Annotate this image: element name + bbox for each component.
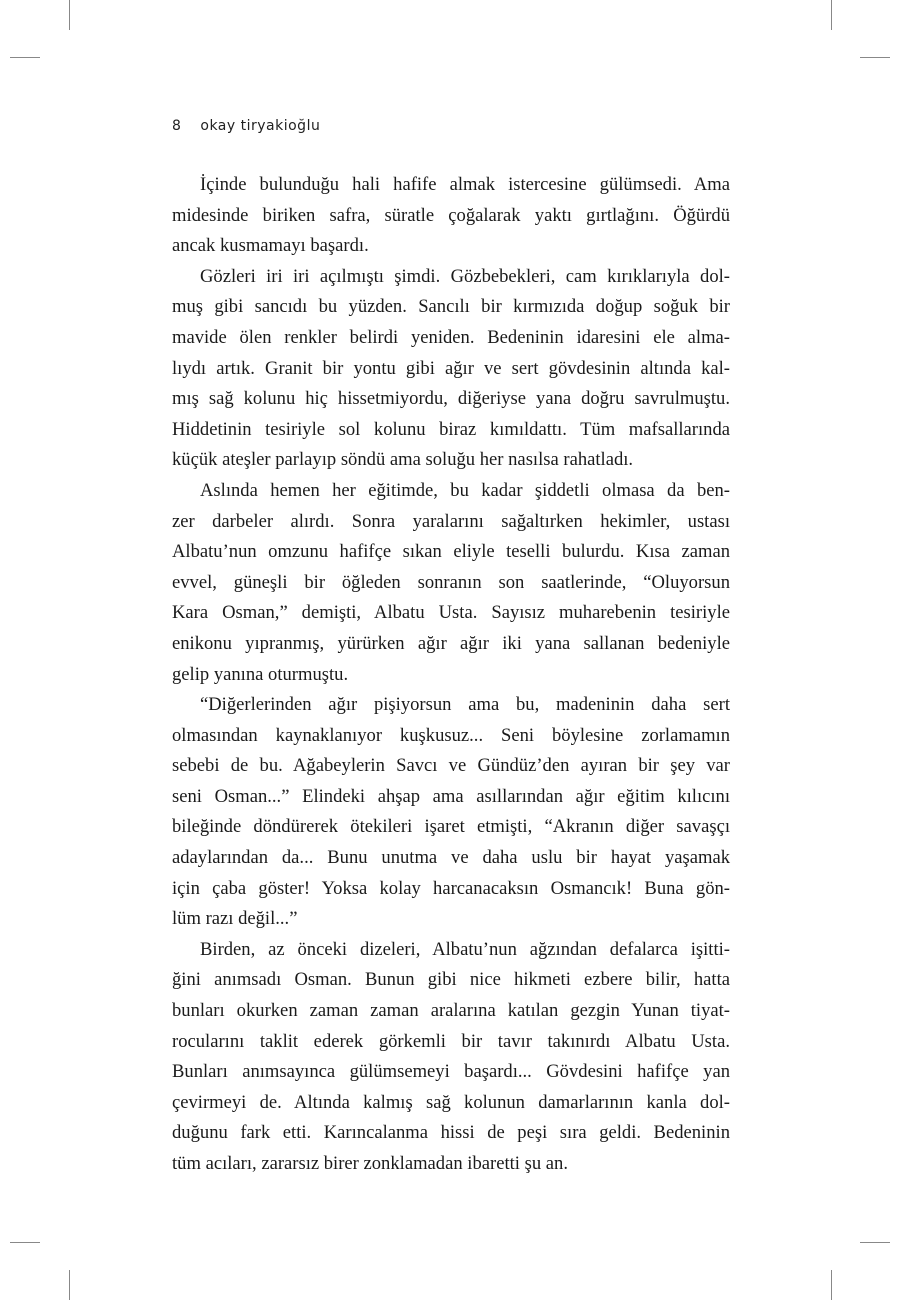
text-line: enikonu yıpranmış, yürürken ağır ağır iki yana sallanan bedeniyle xyxy=(172,632,730,654)
text-line: duğunu fark etti. Karıncalanma hissi de peşi sıra geldi. Bedeninin xyxy=(172,1122,730,1144)
text-line: bileğinde döndürerek ötekileri işaret etmişti, “Akranın diğer savaşçı xyxy=(172,816,730,838)
text-line: evvel, güneşli bir öğleden sonranın son saatlerinde, “Oluyorsun xyxy=(172,571,730,593)
body-text xyxy=(172,170,730,1180)
crop-mark-bottom-left xyxy=(69,1270,70,1300)
text-line: için çaba göster! Yoksa kolay harcanacaksın Osmancık! Buna gön- xyxy=(172,877,730,899)
text-line: İçinde bulunduğu hali hafife almak istercesine gülümsedi. Ama xyxy=(200,174,730,195)
text-line: olmasından kaynaklanıyor kuşkusuz... Seni böylesine zorlamamın xyxy=(172,724,730,746)
crop-mark-left-top xyxy=(10,57,40,58)
crop-mark-left-bottom xyxy=(10,1242,40,1243)
text-line: Hiddetinin tesiriyle sol kolunu biraz kımıldattı. Tüm mafsallarında xyxy=(172,418,730,440)
text-line: çevirmeyi de. Altında kalmış sağ kolunun damarlarının kanla dol- xyxy=(172,1091,730,1113)
text-line: seni Osman...” Elindeki ahşap ama asıllarından ağır eğitim kılıcını xyxy=(172,785,730,807)
page-number: 8 xyxy=(172,118,182,134)
text-line: mavide ölen renkler belirdi yeniden. Bedeninin idaresini ele alma- xyxy=(172,326,730,348)
text-line: “Diğerlerinden ağır pişiyorsun ama bu, madeninin daha sert xyxy=(200,694,730,716)
crop-mark-top-right xyxy=(831,0,832,30)
text-line: ğini anımsadı Osman. Bunun gibi nice hikmeti ezbere bilir, hatta xyxy=(172,969,730,991)
crop-mark-bottom-right xyxy=(831,1270,832,1300)
running-head xyxy=(172,118,320,134)
running-head-author: okay tiryakioğlu xyxy=(200,118,321,134)
text-line: tüm acıları, zararsız birer zonklamadan ibaretti şu an. xyxy=(172,1153,568,1174)
text-line: Bunları anımsayınca gülümsemeyi başardı... Gövdesini hafifçe yan xyxy=(172,1061,730,1083)
paragraph xyxy=(172,690,730,935)
paragraph xyxy=(172,935,730,1180)
text-line: lüm razı değil...” xyxy=(172,908,298,930)
text-line: rocularını taklit ederek görkemli bir tavır takınırdı Albatu Usta. xyxy=(172,1030,730,1052)
text-line: mış sağ kolunu hiç hissetmiyordu, diğeriyse yana doğru savrulmuştu. xyxy=(172,388,730,410)
text-line: muş gibi sancıdı bu yüzden. Sancılı bir kırmızıda doğup soğuk bir xyxy=(172,296,730,318)
text-line: midesinde biriken safra, süratle çoğalarak yaktı gırtlağını. Öğürdü xyxy=(172,204,730,226)
crop-mark-right-bottom xyxy=(860,1242,890,1243)
paragraph xyxy=(172,262,730,476)
text-line: zer darbeler alırdı. Sonra yaralarını sağaltırken hekimler, ustası xyxy=(172,510,730,532)
text-line: Birden, az önceki dizeleri, Albatu’nun ağzından defalarca işitti- xyxy=(200,938,730,960)
crop-mark-top-left xyxy=(69,0,70,30)
text-line: lıydı artık. Granit bir yontu gibi ağır ve sert gövdesinin altında kal- xyxy=(172,357,730,379)
crop-mark-right-top xyxy=(860,57,890,58)
text-line: Albatu’nun omzunu hafifçe sıkan eliyle teselli bulurdu. Kısa zaman xyxy=(172,541,730,563)
text-line: Kara Osman,” demişti, Albatu Usta. Sayısız muharebenin tesiriyle xyxy=(172,602,730,624)
text-line: gelip yanına oturmuştu. xyxy=(172,663,349,685)
text-line: bunları okurken zaman zaman aralarına katılan gezgin Yunan tiyat- xyxy=(172,1000,730,1022)
text-line: ancak kusmamayı başardı. xyxy=(172,235,369,257)
text-line: Aslında hemen her eğitimde, bu kadar şiddetli olmasa da ben- xyxy=(200,479,730,501)
text-line: sebebi de bu. Ağabeylerin Savcı ve Gündüz’den ayıran bir şey var xyxy=(172,755,730,777)
paragraph xyxy=(172,170,730,262)
text-line: küçük ateşler parlayıp söndü ama soluğu her nasılsa rahatladı. xyxy=(172,449,634,471)
text-line: adaylarından da... Bunu unutma ve daha uslu bir hayat yaşamak xyxy=(172,847,730,869)
text-line: Gözleri iri iri açılmıştı şimdi. Gözbebekleri, cam kırıklarıyla dol- xyxy=(200,265,730,287)
paragraph xyxy=(172,476,730,690)
